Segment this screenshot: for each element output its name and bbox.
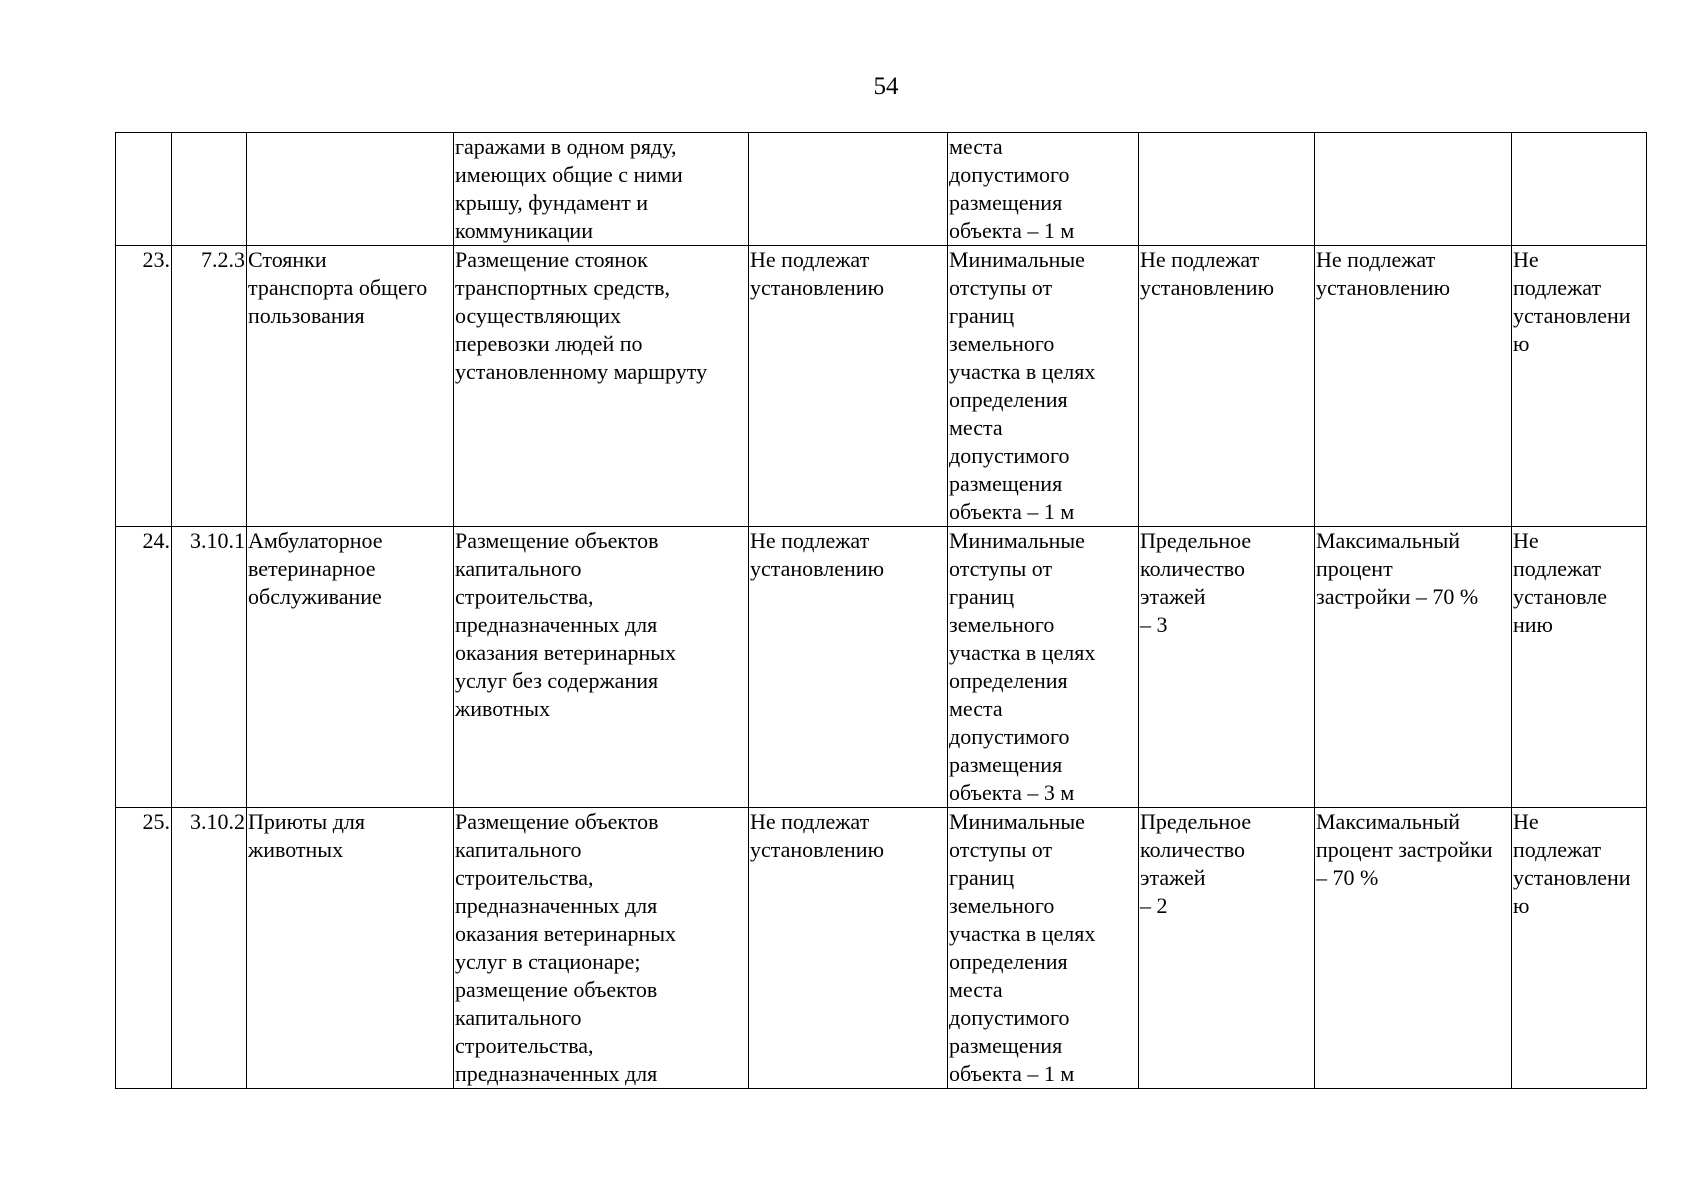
land-use-table	[115, 132, 1647, 1089]
description-cell: Размещение объектов капитального строительства, предназначенных для оказания ветеринарных услуг в стационаре; размещение объектов капитального строительства, предназначенных для	[454, 808, 749, 1089]
row-number-cell: 24.	[116, 527, 172, 808]
use-name-cell: Стоянки транспорта общего пользования	[247, 246, 454, 527]
description-cell: Размещение объектов капитального строительства, предназначенных для оказания ветеринарных услуг без содержания животных	[454, 527, 749, 808]
other-param-cell: Не подлежат установле нию	[1512, 527, 1647, 808]
floors-param-cell	[1139, 133, 1315, 246]
build-percent-param-cell: Не подлежат установлению	[1315, 246, 1512, 527]
use-name-cell: Амбулаторное ветеринарное обслуживание	[247, 527, 454, 808]
row-number-cell: 25.	[116, 808, 172, 1089]
table-row	[116, 246, 1647, 527]
use-code-cell	[172, 133, 247, 246]
other-param-cell: Не подлежат установлени ю	[1512, 808, 1647, 1089]
area-param-cell: Не подлежат установлению	[749, 808, 948, 1089]
floors-param-cell: Предельное количество этажей – 2	[1139, 808, 1315, 1089]
other-param-cell: Не подлежат установлени ю	[1512, 246, 1647, 527]
area-param-cell	[749, 133, 948, 246]
use-code-cell: 3.10.2	[172, 808, 247, 1089]
use-name-cell	[247, 133, 454, 246]
build-percent-param-cell	[1315, 133, 1512, 246]
table-row	[116, 133, 1647, 246]
use-name-cell: Приюты для животных	[247, 808, 454, 1089]
use-code-cell: 7.2.3	[172, 246, 247, 527]
setback-param-cell: Минимальные отступы от границ земельного участка в целях определения места допустимого размещения объекта – 3 м	[948, 527, 1139, 808]
build-percent-param-cell: Максимальный процент застройки – 70 %	[1315, 808, 1512, 1089]
page-number: 54	[873, 73, 899, 100]
build-percent-param-cell: Максимальный процент застройки – 70 %	[1315, 527, 1512, 808]
setback-param-cell: Минимальные отступы от границ земельного участка в целях определения места допустимого размещения объекта – 1 м	[948, 246, 1139, 527]
row-number-cell	[116, 133, 172, 246]
description-cell: гаражами в одном ряду, имеющих общие с ними крышу, фундамент и коммуникации	[454, 133, 749, 246]
description-cell: Размещение стоянок транспортных средств, осуществляющих перевозки людей по установленному маршруту	[454, 246, 749, 527]
other-param-cell	[1512, 133, 1647, 246]
use-code-cell: 3.10.1	[172, 527, 247, 808]
floors-param-cell: Предельное количество этажей – 3	[1139, 527, 1315, 808]
table-row	[116, 527, 1647, 808]
row-number-cell: 23.	[116, 246, 172, 527]
setback-param-cell: места допустимого размещения объекта – 1 м	[948, 133, 1139, 246]
area-param-cell: Не подлежат установлению	[749, 246, 948, 527]
setback-param-cell: Минимальные отступы от границ земельного участка в целях определения места допустимого размещения объекта – 1 м	[948, 808, 1139, 1089]
table-row	[116, 808, 1647, 1089]
floors-param-cell: Не подлежат установлению	[1139, 246, 1315, 527]
area-param-cell: Не подлежат установлению	[749, 527, 948, 808]
